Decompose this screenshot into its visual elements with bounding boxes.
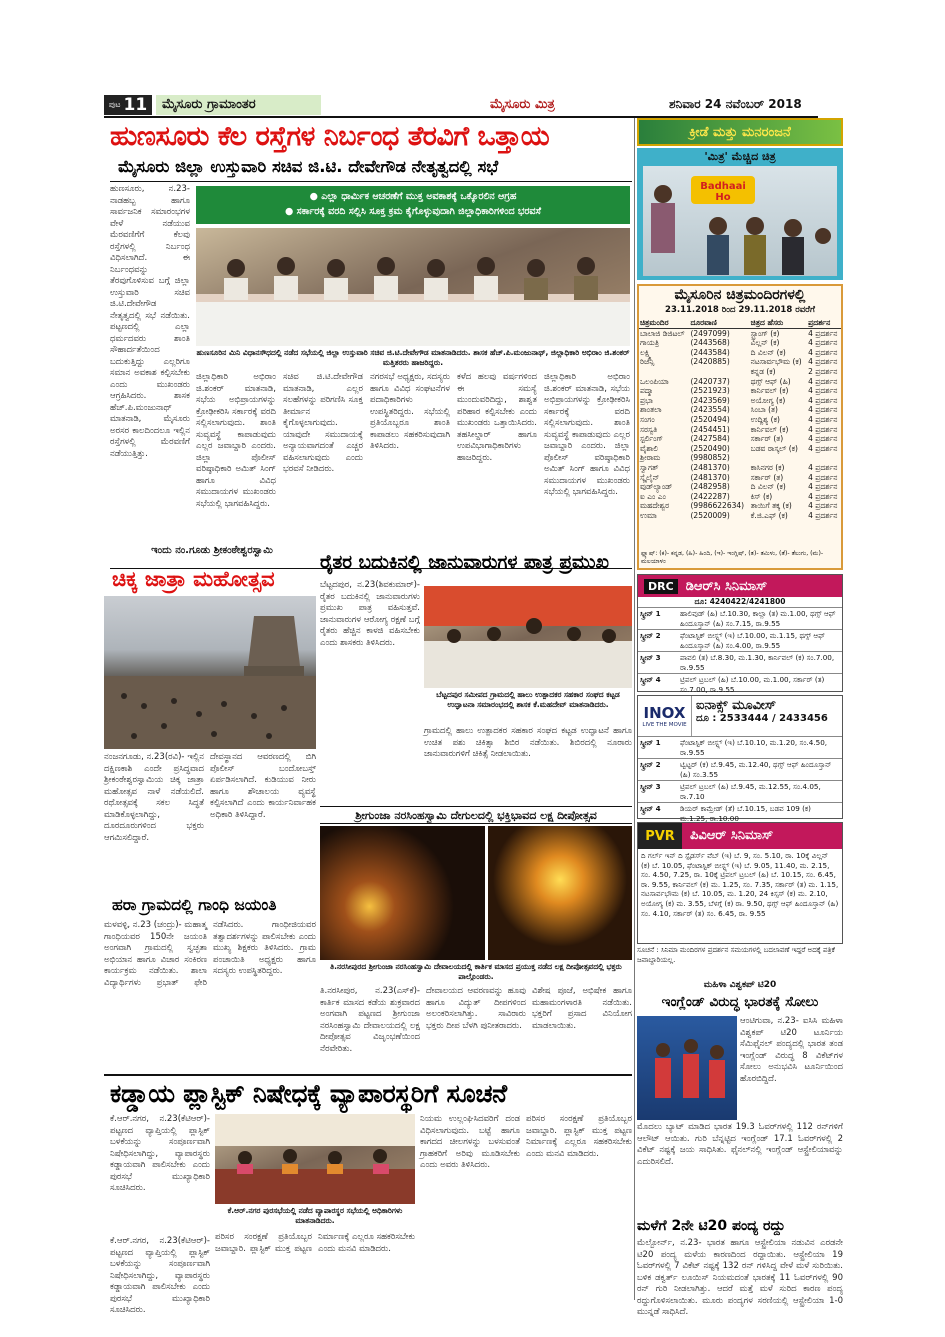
theatre-phone: (2482958) [690, 482, 730, 492]
inox-header [638, 696, 842, 736]
theatre-row [639, 434, 841, 444]
theatre-shows: 4 ಪ್ರದರ್ಶನ [808, 510, 838, 520]
lead-col-6: ಜಿಲ್ಲಾಧಿಕಾರಿ ಅಭಿರಾಂ ಜಿ.ಶಂಕರ್ ಮಾತನಾಡಿ, ಸಭೆಯ ಅಭಿಪ್ರಾಯಗಳನ್ನು ಕ್ರೋಢೀಕರಿಸಿ ಸರ್ಕಾರಕ್ಕೆ ವರದಿ ಸಲ್ಲಿಸಲಾಗುವುದು. ಶಾಂತಿ ಸುವ್ಯವಸ್ಥೆ ಕಾಪಾಡುವುದು ಎಲ್ಲರ ಜವಾಬ್ದಾರಿ ಎಂದರು. ಜಿಲ್ಲಾ ಪೊಲೀಸ್ ವರಿಷ್ಠಾಧಿಕಾರಿ ಅಮಿತ್ ಸಿಂಗ್ ಹಾಗೂ ವಿವಿಧ ಸಮುದಾಯಗಳ ಮುಖಂಡರು ಸಭೆಯಲ್ಲಿ ಭಾಗವಹಿಸಿದ್ದರು. [544, 372, 630, 497]
theatre-film: ಕಾರ್ನಿವಲ್ (ಕ) [750, 424, 789, 434]
lead-col-5: ಕಳೆದ ಹಲವು ವರ್ಷಗಳಿಂದ ಈ ಸಮಸ್ಯೆ ಮುಂದುವರಿದಿದ್ದು, ಶಾಶ್ವತ ಪರಿಹಾರ ಕಲ್ಪಿಸಬೇಕು ಎಂದು ಮುಖಂಡರು ಒತ್ತಾಯಿಸಿದರು. ತಹಸೀಲ್ದಾರ್ ಹಾಗೂ ಉಪವಿಭಾಗಾಧಿಕಾರಿಗಳು ಹಾಜರಿದ್ದರು. [457, 372, 537, 463]
lead-photo-caption: ಹುಣಸೂರಿನ ಮಿನಿ ವಿಧಾನಸೌಧದಲ್ಲಿ ನಡೆದ ಸಭೆಯಲ್ಲಿ ಜಿಲ್ಲಾ ಉಸ್ತುವಾರಿ ಸಚಿವ ಜಿ.ಟಿ.ದೇವೇಗೌಡ ಮಾತನಾಡಿದರು. ಶಾಸಕ ಹೆಚ್.ಪಿ.ಮಂಜುನಾಥ್, ಜಿಲ್ಲಾಧಿಕಾರಿ ಅಭಿರಾಂ ಜಿ.ಶಂಕರ್ ಮತ್ತಿತರರು ಹಾಜರಿದ್ದರು. [196, 348, 630, 367]
theatre-phone: (2497099) [690, 328, 730, 338]
theatre-row [639, 473, 841, 483]
theatre-phone: (2520490) [690, 443, 730, 453]
theatre-film: ಬಡವ ರಾಸ್ಕಲ್ (ಕ) [750, 443, 798, 453]
inox-name: ಐನಾಕ್ಸ್ ಮೂವೀಸ್ [696, 698, 776, 713]
screen-showtimes: ಟ್ವಿಟ್ಟರ್ (ಕ) ಬೆ.9.45, ಮ.12.40, ಥಗ್ಸ್ ಆಫ್ ಹಿಂದೂಸ್ತಾನ್ (ಹಿ) ಸಂ.3.55 [680, 760, 832, 779]
cricket-photo [637, 1016, 737, 1120]
screen-label: ಸ್ಕ್ರೀನ್ 3 [640, 782, 661, 791]
theatre-name: ಸ್ಕೈಲೈನ್ [640, 472, 660, 482]
theatres-table [639, 318, 841, 520]
theatre-phone: (9980852) [690, 453, 730, 463]
raitha-photo [424, 586, 632, 688]
drc-box [637, 574, 843, 692]
theatre-shows: 4 ಪ್ರದರ್ಶನ [808, 491, 838, 501]
theatre-shows: 4 ಪ್ರದರ್ಶನ [808, 472, 838, 482]
screen-showtimes: ಟ್ರಿಪಲ್ ಟ್ರಬಲ್ (ಹಿ) ಬೆ.10.00, ಮ.1.00, ಸರ್ಕಾರ್ (ತ) ಸಂ.7.00, ರಾ.9.55 [680, 675, 825, 694]
event-photo-illustration [424, 586, 632, 688]
screen-row [638, 607, 842, 629]
theatre-film: ಸರ್ಕಾರ್ (ತ) [750, 472, 784, 482]
rain-headline: ಮಳೆಗೆ 2ನೇ ಟಿ20 ಪಂದ್ಯ ರದ್ದು [637, 1218, 786, 1234]
screen-row [638, 673, 842, 695]
theatre-phone: (2423554) [690, 405, 730, 415]
theatre-name: ಸಂಗಂ [640, 414, 655, 424]
theatre-name: ವುಡ್‌ಲ್ಯಾಂಡ್ [640, 482, 673, 492]
inox-title-block [692, 696, 842, 736]
cricket-kicker: ಮಹಿಳಾ ವಿಶ್ವಕಪ್ ಟಿ20 [703, 980, 777, 990]
inox-logo [638, 696, 692, 736]
theatre-shows: 4 ಪ್ರದರ್ಶನ [808, 501, 838, 511]
screen-showtimes: ಹಾಲಿವುಡ್ (ಹಿ) ಬೆ.10.30, ಕಾಲ್ಲಾ (ತ) ಮ.1.00, ಥಗ್ಸ್ ಆಫ್ ಹಿಂದೂಸ್ತಾನ್ (ಹಿ) ಸಂ.7.15, ರಾ.9.55 [680, 609, 836, 628]
pvr-logo: PVR [638, 823, 682, 849]
theatre-shows: 4 ಪ್ರದರ್ಶನ [808, 347, 838, 357]
theatre-film: ಕಾಸಿನಗರ (ಕ) [750, 462, 785, 472]
jatra-photo [104, 596, 316, 749]
movie-pick-box [637, 148, 843, 280]
theatre-row [639, 492, 841, 502]
theatre-name: ಪ್ರಭಾ [640, 395, 653, 405]
theatre-shows: 4 ಪ್ರದರ್ಶನ [808, 376, 838, 386]
screen-label: ಸ್ಕ್ರೀನ್ 2 [640, 631, 661, 640]
theatres-header-row [639, 318, 841, 328]
screen-label: ಸ್ಕ್ರೀನ್ 1 [640, 738, 661, 747]
drc-name: ಡಿಆರ್‌ಸಿ ಸಿನಿಮಾಸ್ [685, 578, 768, 594]
screen-label: ಸ್ಕ್ರೀನ್ 4 [640, 675, 661, 684]
plastic-col-2: ನಿಯಮ ಉಲ್ಲಂಘಿಸಿದವರಿಗೆ ದಂಡ ವಿಧಿಸಲಾಗುವುದು. ಬಟ್ಟೆ ಹಾಗೂ ಕಾಗದದ ಚೀಲಗಳನ್ನು ಬಳಸುವಂತೆ ಗ್ರಾಹಕರಿಗೆ ಅರಿವು ಮೂಡಿಸಬೇಕು ಎಂದು ಅವರು ತಿಳಿಸಿದರು. [420, 1114, 520, 1170]
theatre-row [639, 453, 841, 463]
section-title: ಮೈಸೂರು ಗ್ರಾಮಾಂತರ [156, 95, 321, 115]
screen-showtimes: ಪಾವಲಿ (ತ) ಬೆ.8.30, ಮ.1.30, ಕಾರ್ನಿವಲ್ (ಕ) ಸಂ.7.00, ರಾ.9.55 [680, 653, 835, 672]
theatre-phone: (2520009) [690, 510, 730, 520]
theatre-phone: (2443568) [690, 338, 730, 348]
pvr-box [637, 822, 843, 944]
screen-showtimes: ಫೆಂಟಾಸ್ಟಿಕ್ ಬೀಸ್ಟ್ಸ್ (ಇ) ಬೆ.10.00, ಮ.1.15, ಥಗ್ಸ್ ಆಫ್ ಹಿಂದೂಸ್ತಾನ್ (ಹಿ) ಸಂ.4.00, ರಾ.9.55 [680, 631, 826, 650]
theatre-film: ಕಾರ್ನಿವಲ್ (ಕ) [750, 386, 789, 396]
theatre-film: ಅಯೋಗ್ಯ (ಕ) [750, 395, 786, 405]
masthead [104, 94, 818, 116]
cinema-note: ಸೂಚನೆ : ಸಿನಿಮಾ ಮಂದಿರಗಳ ಪ್ರದರ್ಶನ ಸಮಯಗಳಲ್ಲಿ ಬದಲಾವಣೆ ಇದ್ದರೆ ಅದಕ್ಕೆ ಪತ್ರಿಕೆ ಜವಾಬ್ದಾರಿಯಲ್ಲ. [637, 946, 835, 964]
raitha-photo-caption: ಬೆಟ್ಟದಪುರ ಸಮೀಪದ ಗ್ರಾಮದಲ್ಲಿ ಹಾಲು ಉತ್ಪಾದಕರ ಸಹಕಾರ ಸಂಘದ ಕಟ್ಟಡ ಉದ್ಘಾಟನಾ ಸಮಾರಂಭದಲ್ಲಿ ಶಾಸಕ ಕೆ.ಮಹದೇವ್ ಮಾತನಾಡಿದರು. [436, 690, 620, 709]
screen-showtimes: ಟ್ರಿಪಲ್ ಟ್ರಬಲ್ (ಹಿ) ಬೆ.9.45, ಮ.12.55, ಸಂ.4.05, ರಾ.7.10 [680, 782, 821, 801]
theatre-row [639, 377, 841, 387]
screen-label: ಸ್ಕ್ರೀನ್ 1 [640, 609, 661, 618]
theatre-shows: 4 ಪ್ರದರ್ಶನ [808, 395, 838, 405]
theatre-row [639, 386, 841, 396]
theatre-phone [690, 367, 750, 377]
theatres-box [637, 284, 843, 570]
theatre-film: ಸಿಂಬಾ (ತ) [750, 405, 778, 415]
theatre-name: ಒಲಂಪಿಯಾ [640, 376, 669, 386]
pvr-header [638, 823, 842, 849]
theatre-shows: 4 ಪ್ರದರ್ಶನ [808, 482, 838, 492]
plastic-col-3: ಪರಿಸರ ಸಂರಕ್ಷಣೆ ಪ್ರತಿಯೊಬ್ಬರ ಜವಾಬ್ದಾರಿ. ಪ್ಲಾಸ್ಟಿಕ್ ಮುಕ್ತ ಪಟ್ಟಣ ನಿರ್ಮಾಣಕ್ಕೆ ಎಲ್ಲರೂ ಸಹಕರಿಸಬೇಕು ಎಂದು ಮನವಿ ಮಾಡಿದರು. [526, 1114, 632, 1159]
theatre-film [750, 453, 807, 463]
theatre-row [639, 482, 841, 492]
theatre-row [639, 396, 841, 406]
jatra-col-1: ನಂಜನಗೂಡು, ನ.23(ರವಿ)- ಇಲ್ಲಿನ ದಕ್ಷಿಣಕಾಶಿ ಎಂದೇ ಪ್ರಸಿದ್ಧವಾದ ಶ್ರೀಕಂಠೇಶ್ವರಸ್ವಾಮಿಯ ಚಿಕ್ಕ ಜಾತ್ರಾ ಮಹೋತ್ಸವ ನಾಳೆ ನಡೆಯಲಿದೆ. ರಥೋತ್ಸವಕ್ಕೆ ಸಕಲ ಸಿದ್ಧತೆ ಮಾಡಿಕೊಳ್ಳಲಾಗಿದ್ದು, ದೂರದೂರುಗಳಿಂದ ಭಕ್ತರು ಆಗಮಿಸಲಿದ್ದಾರೆ. [104, 752, 204, 843]
lead-subhead: ಮೈಸೂರು ಜಿಲ್ಲಾ ಉಸ್ತುವಾರಿ ಸಚಿವ ಜಿ.ಟಿ. ದೇವೇಗೌಡ ನೇತೃತ್ವದಲ್ಲಿ ಸಭೆ [118, 157, 499, 176]
plastic-photo-caption: ಕೆ.ಆರ್.ನಗರ ಪುರಸಭೆಯಲ್ಲಿ ನಡೆದ ವ್ಯಾಪಾರಸ್ಥರ ಸಭೆಯಲ್ಲಿ ಅಧಿಕಾರಿಗಳು ಮಾತನಾಡಿದರು. [227, 1206, 403, 1225]
theatre-shows: 4 ಪ್ರದರ್ಶನ [808, 357, 838, 367]
theatre-film: ಕನ್ನಡ (ಕ) [750, 366, 776, 376]
deepotsava-col-3: ವಿಶೇಷ ಪೂಜೆ, ಅಭಿಷೇಕ ಹಾಗೂ ಮಹಾಮಂಗಳಾರತಿ ನಡೆಯಿತು. ಭಕ್ತರಿಗೆ ಪ್ರಸಾದ ವಿನಿಯೋಗ ಮಾಡಲಾಯಿತು. [532, 986, 632, 1031]
theatre-phone: (2481370) [690, 462, 730, 472]
theatre-phone: (2423569) [690, 395, 730, 405]
gandhi-body: ಮಳವಳ್ಳಿ, ನ.23 (ಚಂದ್ರು)- ಮಹಾತ್ಮ ಗಾಂಧಿಯವರ 150ನೇ ಜಯಂತಿ ಅಂಗವಾಗಿ ಗ್ರಾಮದಲ್ಲಿ ಸ್ವಚ್ಛತಾ ಅಭಿಯಾನ ಹಾಗೂ ವಿಚಾರ ಸಂಕಿರಣ ಕಾರ್ಯಕ್ರಮ ನಡೆಯಿತು. ಶಾಲಾ ವಿದ್ಯಾರ್ಥಿಗಳು ಪ್ರಭಾತ್ ಫೇರಿ ನಡೆಸಿದರು. ಗಾಂಧೀಜಿಯವರ ತತ್ವಾದರ್ಶಗಳನ್ನು ಪಾಲಿಸಬೇಕು ಎಂದು ಮುಖ್ಯ ಶಿಕ್ಷಕರು ತಿಳಿಸಿದರು. ಗ್ರಾಮ ಪಂಚಾಯಿತಿ ಅಧ್ಯಕ್ಷರು ಹಾಗೂ ಸದಸ್ಯರು ಉಪಸ್ಥಿತರಿದ್ದರು. [104, 920, 316, 988]
theatres-note: ಫ್ಲ್ಯಾಷ್: (ಕ)- ಕನ್ನಡ, (ಹಿ)- ಹಿಂದಿ, (ಇ)- ಇಂಗ್ಲಿಷ್, (ತ)- ತಮಿಳು, (ತೆ)- ತೆಲುಗು, (ಮ)- ಮಲಯಾಳಂ [641, 550, 824, 565]
theatre-film: ಸರ್ಕಾರ್ (ತ) [750, 434, 784, 444]
temple-photo-illustration [104, 596, 316, 749]
paper-name: ಮೈಸೂರು ಮಿತ್ರ [490, 97, 555, 112]
inox-phone: ದೂ : 2533444 / 2433456 [696, 713, 828, 724]
lead-bullet-1: ● ಎಲ್ಲಾ ಧಾರ್ಮಿಕ ಆಚರಣೆಗೆ ಮುಕ್ತ ಅವಕಾಶಕ್ಕೆ ಒಕ್ಕೊರಲಿನ ಆಗ್ರಹ [309, 191, 517, 202]
plastic-photo-illustration [215, 1114, 415, 1204]
inox-logo-main: INOX [643, 704, 686, 722]
theatre-name: ವೈಶಾಲಿ [640, 443, 658, 453]
pvr-showtimes: ದಿ ಗರ್ಲ್ ಇನ್ ದಿ ಸ್ಪೈಡರ್ಸ್ ವೆಬ್ (ಇ) ಬೆ. 9, ಸಂ. 5.10, ರಾ. 10ಕ್ಕೆ ವಿಲ್ಲನ್ (ಕ) ಬೆ. 10.05, ಫೆಂಟಾಸ್ಟಿಕ್ ಬೀಸ್ಟ್ಸ್ (ಇ) ಬೆ. 9.05, 11.40, ಮ. 2.15, ಸಂ. 4.50, 7.25, ರಾ. 10ಕ್ಕೆ ಟ್ರಿಪಲ್ ಟ್ರಬಲ್ (ಹಿ) ಬೆ. 10.15, ಸಂ. 6.45, ರಾ. 9.55, ಕಾರ್ನಿವಲ್ (ಕ) ಮ. 1.25, ಸಂ. 7.35, ಸರ್ಕಾರ್ (ತ) ಮ. 1.15, ನಟಸಾರ್ವಭೌಮ (ಕ) ಬೆ. 10.05, ಮ. 1.20, 24 ಕಿಸ್ಸಸ್ (ಕ) ಮ. 2.10, ಅಯೋಗ್ಯ (ಕ) ಮ. 3.55, ಬೆಳಗ್ಗೆ (ಕ) ರಾ. 9.50, ಥಗ್ಸ್ ಆಫ್ ಹಿಂದೂಸ್ತಾನ್ (ಹಿ) ಸಂ. 4.10, ಸರ್ಕಾರ್ (ತ) ಸಂ. 6.45, ರಾ. 9.55 [641, 851, 839, 918]
plastic-col-1: ಕೆ.ಆರ್.ನಗರ, ನ.23(ಕೆಟಿಆರ್)- ಪಟ್ಟಣದ ವ್ಯಾಪ್ತಿಯಲ್ಲಿ ಪ್ಲಾಸ್ಟಿಕ್ ಬಳಕೆಯನ್ನು ಸಂಪೂರ್ಣವಾಗಿ ನಿಷೇಧಿಸಲಾಗಿದ್ದು, ವ್ಯಾಪಾರಸ್ಥರು ಕಡ್ಡಾಯವಾಗಿ ಪಾಲಿಸಬೇಕು ಎಂದು ಪುರಸಭೆ ಮುಖ್ಯಾಧಿಕಾರಿ ಸೂಚಿಸಿದರು. [110, 1114, 210, 1193]
deepotsava-caption: ತಿ.ನರಸೀಪುರದ ಶ್ರೀಗುಂಜಾ ನರಸಿಂಹಸ್ವಾಮಿ ದೇವಾಲಯದಲ್ಲಿ ಕಾರ್ತಿಕ ಮಾಸದ ಪ್ರಯುಕ್ತ ನಡೆದ ಲಕ್ಷ ದೀಪೋತ್ಸವದಲ್ಲಿ ಭಕ್ತರು ಪಾಲ್ಗೊಂಡರು. [330, 962, 622, 981]
theatre-shows [807, 453, 841, 463]
theatre-shows: 4 ಪ್ರದರ್ಶನ [808, 414, 838, 424]
theatre-film: ದಿ ವಿಲನ್ (ಕ) [750, 482, 786, 492]
theatre-phone: (2420737) [690, 376, 730, 386]
raitha-col-2: ಗ್ರಾಮದಲ್ಲಿ ಹಾಲು ಉತ್ಪಾದಕರ ಸಹಕಾರ ಸಂಘದ ಕಟ್ಟಡ ಉದ್ಘಾಟನೆ ಹಾಗೂ ಉಚಿತ ಪಶು ಚಿಕಿತ್ಸಾ ಶಿಬಿರ ನಡೆಯಿತು. ಶಿಬಿರದಲ್ಲಿ ನೂರಾರು ಜಾನುವಾರುಗಳಿಗೆ ಚಿಕಿತ್ಸೆ ನೀಡಲಾಯಿತು. [424, 726, 632, 759]
theatre-name: ಸ್ವಾಗತ್ [640, 462, 659, 472]
theatre-film: ವಿಲ್ಲನ್ (ಕ) [750, 338, 780, 348]
rain-body: ಮೆಲ್ಬೋರ್ನ್, ನ.23- ಭಾರತ ಹಾಗೂ ಆಸ್ಟ್ರೇಲಿಯಾ ನಡುವಿನ ಎರಡನೇ ಟಿ20 ಪಂದ್ಯ ಮಳೆಯ ಕಾರಣದಿಂದ ರದ್ದಾಯಿತು. ಆಸ್ಟ್ರೇಲಿಯಾ 19 ಓವರ್‌ಗಳಲ್ಲಿ 7 ವಿಕೆಟ್ ನಷ್ಟಕ್ಕೆ 132 ರನ್ ಗಳಿಸಿದ್ದ ವೇಳೆ ಮಳೆ ಸುರಿಯಿತು. ಬಳಿಕ ಡಕ್ವರ್ತ್ ಲೂಯಿಸ್ ನಿಯಮದಂತೆ ಭಾರತಕ್ಕೆ 11 ಓವರ್‌ಗಳಲ್ಲಿ 90 ರನ್ ಗುರಿ ನೀಡಲಾಗಿತ್ತು. ಆದರೆ ಮತ್ತೆ ಮಳೆ ಸುರಿದ ಕಾರಣ ಪಂದ್ಯ ರದ್ದುಗೊಳಿಸಲಾಯಿತು. ಮೂರು ಪಂದ್ಯಗಳ ಸರಣಿಯಲ್ಲಿ ಆಸ್ಟ್ರೇಲಿಯಾ 1-0 ಮುನ್ನಡೆ ಸಾಧಿಸಿದೆ. [637, 1238, 843, 1317]
cricket-headline: ಇಂಗ್ಲೆಂಡ್ ವಿರುದ್ಧ ಭಾರತಕ್ಕೆ ಸೋಲು [661, 994, 819, 1010]
lead-bullet-2: ● ಸರ್ಕಾರಕ್ಕೆ ವರದಿ ಸಲ್ಲಿಸಿ ಸೂಕ್ತ ಕ್ರಮ ಕೈಗೊಳ್ಳುವುದಾಗಿ ಜಿಲ್ಲಾಧಿಕಾರಿಗಳಿಂದ ಭರವಸೆ [285, 206, 541, 217]
theatre-row [639, 463, 841, 473]
theatre-name: ರಿಜೆನ್ಸಿ [640, 357, 655, 367]
theatre-name: ಪದ್ಮಾ [640, 386, 654, 396]
poster-title: Badhaai Ho [700, 181, 746, 203]
lead-headline: ಹುಣಸೂರು ಕೆಲ ರಸ್ತೆಗಳ ನಿರ್ಬಂಧ ತೆರವಿಗೆ ಒತ್ತಾಯ [110, 121, 550, 152]
theatre-row [639, 357, 841, 367]
theatre-film: ಉದ್ದಿಶ್ಯ (ಕ) [750, 414, 780, 424]
right-column-divider [634, 118, 635, 1300]
page-number: 11 [123, 95, 148, 115]
plastic-top-rule [104, 1074, 632, 1076]
theatre-phone: (2422287) [690, 491, 730, 501]
lead-col-3: ಸಚಿವ ಜಿ.ಟಿ.ದೇವೇಗೌಡ ಮಾತನಾಡಿ, ಎಲ್ಲರ ಸಲಹೆಗಳನ್ನು ಪರಿಗಣಿಸಿ ಸೂಕ್ತ ತೀರ್ಮಾನ ಕೈಗೊಳ್ಳಲಾಗುವುದು. ಯಾವುದೇ ಸಮುದಾಯಕ್ಕೆ ಅನ್ಯಾಯವಾಗದಂತೆ ಎಚ್ಚರ ವಹಿಸಲಾಗುವುದು ಎಂದು ಭರವಸೆ ನೀಡಿದರು. [283, 372, 363, 474]
theatres-dates: 23.11.2018 ರಿಂದ 29.11.2018 ರವರೆಗೆ [665, 305, 815, 315]
lead-photo [196, 228, 630, 346]
entertainment-band [637, 118, 843, 146]
theatre-film: ಥಗ್ಸ್ ಆಫ್ (ಹಿ) [750, 376, 791, 386]
theatre-film: ಸ್ಟ್ರಾಂಗ್ (ಕ) [750, 328, 780, 338]
theatre-name: ಉಮಾ [640, 510, 657, 520]
cricket-col-1: ಆಂಟಿಗುವಾ, ನ.23- ಐಸಿಸಿ ಮಹಿಳಾ ವಿಶ್ವಕಪ್ ಟಿ20 ಟೂರ್ನಿಯ ಸೆಮಿಫೈನಲ್ ಪಂದ್ಯದಲ್ಲಿ ಭಾರತ ತಂಡ ಇಂಗ್ಲೆಂಡ್ ವಿರುದ್ಧ 8 ವಿಕೆಟ್‌ಗಳ ಸೋಲು ಅನುಭವಿಸಿ ಟೂರ್ನಿಯಿಂದ ಹೊರಬಿದ್ದಿದೆ. [740, 1016, 843, 1084]
entertainment-title: ಕ್ರೀಡೆ ಮತ್ತು ಮನರಂಜನೆ [689, 124, 791, 140]
page-label: ಪುಟ [108, 100, 121, 109]
theatre-name: ಸ್ಟರ್ಲಿಂಗ್ [640, 434, 663, 444]
theatre-film: ತಾಯಿಗೆ ತಕ್ಕ (ಕ) [750, 501, 792, 511]
theatre-shows: 2 ಪ್ರದರ್ಶನ [808, 366, 838, 376]
theatre-phone: (2481370) [690, 472, 730, 482]
plastic-photo [215, 1114, 415, 1204]
screen-row [638, 629, 842, 651]
theatre-phone: (2520494) [690, 414, 730, 424]
screen-row [638, 651, 842, 673]
screen-label: ಸ್ಕ್ರೀನ್ 4 [640, 804, 661, 813]
theatre-name: ಗಾಯತ್ರಿ [640, 338, 660, 348]
theatre-film: ಕಿಸ್ (ಕ) [750, 491, 773, 501]
screen-label: ಸ್ಕ್ರೀನ್ 2 [640, 760, 661, 769]
theatre-phone: (2521923) [690, 386, 730, 396]
theatre-phone: (2454451) [690, 424, 730, 434]
theatre-film: ನಟಸಾರ್ವಭೌಮ (ಕ) [750, 357, 802, 367]
lead-col-2: ಜಿಲ್ಲಾಧಿಕಾರಿ ಅಭಿರಾಂ ಜಿ.ಶಂಕರ್ ಮಾತನಾಡಿ, ಸಭೆಯ ಅಭಿಪ್ರಾಯಗಳನ್ನು ಕ್ರೋಢೀಕರಿಸಿ ಸರ್ಕಾರಕ್ಕೆ ವರದಿ ಸಲ್ಲಿಸಲಾಗುವುದು. ಶಾಂತಿ ಸುವ್ಯವಸ್ಥೆ ಕಾಪಾಡುವುದು ಎಲ್ಲರ ಜವಾಬ್ದಾರಿ ಎಂದರು. ಜಿಲ್ಲಾ ಪೊಲೀಸ್ ವರಿಷ್ಠಾಧಿಕಾರಿ ಅಮಿತ್ ಸಿಂಗ್ ಹಾಗೂ ವಿವಿಧ ಸಮುದಾಯಗಳ ಮುಖಂಡರು ಸಭೆಯಲ್ಲಿ ಭಾಗವಹಿಸಿದ್ದರು. [196, 372, 276, 509]
inox-box [637, 695, 843, 823]
raitha-col-1: ಬೆಟ್ಟದಪುರ, ನ.23(ಶಿವಕುಮಾರ್)- ರೈತರ ಬದುಕಿನಲ್ಲಿ ಜಾನುವಾರುಗಳು ಪ್ರಮುಖ ಪಾತ್ರ ವಹಿಸುತ್ತವೆ. ಜಾನುವಾರುಗಳ ಆರೋಗ್ಯ ರಕ್ಷಣೆ ಬಗ್ಗೆ ರೈತರು ಹೆಚ್ಚಿನ ಕಾಳಜಿ ವಹಿಸಬೇಕು ಎಂದು ಶಾಸಕರು ತಿಳಿಸಿದರು. [320, 580, 420, 648]
deepotsava-headline: ಶ್ರೀಗುಂಜಾ ನರಸಿಂಹಸ್ವಾಮಿ ದೇಗುಲದಲ್ಲಿ ಭಕ್ತಿಭಾವದ ಲಕ್ಷ ದೀಪೋತ್ಸವ [355, 809, 597, 822]
screen-row [638, 758, 842, 780]
inox-logo-tagline: LIVE THE MOVIE [642, 722, 687, 728]
deepotsava-band [320, 806, 632, 824]
pvr-name: ಪಿವಿಆರ್ ಸಿನಿಮಾಸ್ [682, 823, 842, 849]
screen-label: ಸ್ಕ್ರೀನ್ 3 [640, 653, 661, 662]
lead-col-4: ನಗರಸಭೆ ಅಧ್ಯಕ್ಷರು, ಸದಸ್ಯರು ಹಾಗೂ ವಿವಿಧ ಸಂಘಟನೆಗಳ ಪದಾಧಿಕಾರಿಗಳು ಉಪಸ್ಥಿತರಿದ್ದರು. ಸಭೆಯಲ್ಲಿ ಪ್ರತಿಯೊಬ್ಬರೂ ಶಾಂತಿ ಕಾಪಾಡಲು ಸಹಕರಿಸುವುದಾಗಿ ತಿಳಿಸಿದರು. [370, 372, 450, 451]
theatre-name [639, 367, 690, 377]
jatra-kicker: ಇಂದು ನಂ.ಗೂಡು ಶ್ರೀಕಂಠೇಶ್ವರಸ್ವಾಮಿ [151, 545, 273, 556]
theatre-row [639, 425, 841, 435]
theatre-row [639, 501, 841, 511]
deepotsava-photo-2 [488, 826, 632, 960]
theatre-film: ಕೆ.ಜಿ.ಎಫ್ (ಕ) [750, 510, 788, 520]
theatre-phone: (2443584) [690, 347, 730, 357]
lead-rule [110, 181, 632, 182]
theatre-shows: 4 ಪ್ರದರ್ಶನ [808, 405, 838, 415]
drc-logo: DRC [644, 579, 678, 594]
theatres-col-header: ದೂರವಾಣಿ [690, 318, 717, 327]
screen-showtimes: ಫೆಂಟಾಸ್ಟಿಕ್ ಬೀಸ್ಟ್ಸ್ (ಇ) ಬೆ.10.10, ಮ.1.20, ಸಂ.4.50, ರಾ.9.55 [680, 738, 828, 757]
screen-row [638, 802, 842, 824]
theatre-shows: 4 ಪ್ರದರ್ಶನ [808, 424, 838, 434]
cricket-photo-illustration [637, 1016, 737, 1120]
plastic-col-5: ಪರಿಸರ ಸಂರಕ್ಷಣೆ ಪ್ರತಿಯೊಬ್ಬರ ಜವಾಬ್ದಾರಿ. ಪ್ಲಾಸ್ಟಿಕ್ ಮುಕ್ತ ಪಟ್ಟಣ ನಿರ್ಮಾಣಕ್ಕೆ ಎಲ್ಲರೂ ಸಹಕರಿಸಬೇಕು ಎಂದು ಮನವಿ ಮಾಡಿದರು. [215, 1232, 415, 1254]
screen-row [638, 780, 842, 802]
theatres-title: ಮೈಸೂರಿನ ಚಿತ್ರಮಂದಿರಗಳಲ್ಲಿ [674, 287, 806, 303]
gandhi-headline: ಹರಾ ಗ್ರಾಮದಲ್ಲಿ ಗಾಂಧಿ ಜಯಂತಿ [112, 896, 277, 914]
theatre-row [639, 415, 841, 425]
lead-col-1: ಹುಣಸೂರು, ನ.23-ನಾಡಹಬ್ಬ ಹಾಗೂ ಸಾರ್ವಜನಿಕ ಸಮಾರಂಭಗಳ ವೇಳೆ ನಡೆಯುವ ಮೆರವಣಿಗೆಗೆ ಕೆಲವು ರಸ್ತೆಗಳಲ್ಲಿ ನಿರ್ಬಂಧ ವಿಧಿಸಲಾಗಿದೆ. ಈ ನಿರ್ಬಂಧವನ್ನು ತೆರವುಗೊಳಿಸುವ ಬಗ್ಗೆ ಜಿಲ್ಲಾ ಉಸ್ತುವಾರಿ ಸಚಿವ ಜಿ.ಟಿ.ದೇವೇಗೌಡ ನೇತೃತ್ವದಲ್ಲಿ ಸಭೆ ನಡೆಯಿತು. ಪಟ್ಟಣದಲ್ಲಿ ಎಲ್ಲಾ ಧರ್ಮದವರು ಶಾಂತಿ ಸೌಹಾರ್ದತೆಯಿಂದ ಬದುಕುತ್ತಿದ್ದು ಎಲ್ಲರಿಗೂ ಸಮಾನ ಅವಕಾಶ ಕಲ್ಪಿಸಬೇಕು ಎಂದು ಮುಖಂಡರು ಆಗ್ರಹಿಸಿದರು. ಶಾಸಕ ಹೆಚ್.ಪಿ.ಮಂಜುನಾಥ್ ಮಾತನಾಡಿ, ಮೈಸೂರು ಅರಸರ ಕಾಲದಿಂದಲೂ ಇಲ್ಲಿನ ರಸ್ತೆಗಳಲ್ಲಿ ಮೆರವಣಿಗೆ ನಡೆಯುತ್ತಿತ್ತು. [110, 184, 190, 459]
plastic-headline: ಕಡ್ಡಾಯ ಪ್ಲಾಸ್ಟಿಕ್ ನಿಷೇಧಕ್ಕೆ ವ್ಯಾಪಾರಸ್ಥರಿಗೆ ಸೂಚನೆ [110, 1079, 507, 1108]
drc-header [638, 575, 842, 597]
drc-phone: ದೂ: 4240422/4241800 [694, 597, 786, 606]
plastic-col-4: ಕೆ.ಆರ್.ನಗರ, ನ.23(ಕೆಟಿಆರ್)- ಪಟ್ಟಣದ ವ್ಯಾಪ್ತಿಯಲ್ಲಿ ಪ್ಲಾಸ್ಟಿಕ್ ಬಳಕೆಯನ್ನು ಸಂಪೂರ್ಣವಾಗಿ ನಿಷೇಧಿಸಲಾಗಿದ್ದು, ವ್ಯಾಪಾರಸ್ಥರು ಕಡ್ಡಾಯವಾಗಿ ಪಾಲಿಸಬೇಕು ಎಂದು ಪುರಸಭೆ ಮುಖ್ಯಾಧಿಕಾರಿ ಸೂಚಿಸಿದರು. [110, 1236, 210, 1315]
theatre-phone: (2427584) [690, 434, 730, 444]
theatre-shows: 4 ಪ್ರದರ್ಶನ [808, 386, 838, 396]
theatre-shows: 4 ಪ್ರದರ್ಶನ [808, 434, 838, 444]
screen-row [638, 736, 842, 758]
theatre-name: ಐ ಎಂ ಎಂ [640, 491, 666, 501]
theatre-row [639, 367, 841, 377]
theatre-name: ಸರಸ್ವತಿ [640, 424, 658, 434]
theatre-row [639, 444, 841, 454]
raitha-headline: ರೈತರ ಬದುಕಿನಲ್ಲಿ ಜಾನುವಾರುಗಳ ಪಾತ್ರ ಪ್ರಮುಖ [320, 552, 609, 573]
theatre-shows: 4 ಪ್ರದರ್ಶನ [808, 328, 838, 338]
theatre-film: ದಿ ವಿಲನ್ (ಕ) [750, 347, 786, 357]
theatre-phone: (9986622634) [690, 501, 745, 511]
theatres-col-header: ಚಿತ್ರಮಂದಿರ [640, 318, 669, 327]
theatres-col-header: ಪ್ರದರ್ಶನ [808, 318, 831, 327]
issue-date: ಶನಿವಾರ 24 ನವೆಂಬರ್ 2018 [669, 97, 802, 111]
meeting-photo-illustration [196, 228, 630, 346]
jatra-headline: ಚಿಕ್ಕ ಜಾತ್ರಾ ಮಹೋತ್ಸವ [112, 567, 275, 591]
theatre-name: ಶ್ರೀರಾಮ [640, 453, 661, 463]
screen-showtimes: ಡಿಯರ್ ಕಾಮ್ರೇಡ್ (ತೆ) ಬೆ.10.15, ಬಡವ 109 (ಕ) ಮ.1.25, ರಾ.10.00 [680, 804, 811, 823]
theatre-name: ಲಕ್ಷ್ಮಿ [640, 347, 652, 357]
page-number-box [104, 95, 152, 115]
theatre-row [639, 511, 841, 521]
movie-pick-title: 'ಮಿತ್ರ' ಮೆಚ್ಚಿದ ಚಿತ್ರ [704, 150, 776, 163]
theatre-row [639, 405, 841, 415]
theatre-name: ಮಹದೇಶ್ವರ [640, 501, 670, 511]
theatre-shows: 4 ಪ್ರದರ್ಶನ [808, 338, 838, 348]
jatra-col-2: ದೇವಸ್ಥಾನದ ಆವರಣದಲ್ಲಿ ಬಿಗಿ ಪೊಲೀಸ್ ಬಂದೋಬಸ್ತ್ ಏರ್ಪಡಿಸಲಾಗಿದೆ. ಕುಡಿಯುವ ನೀರು ಹಾಗೂ ಶೌಚಾಲಯ ವ್ಯವಸ್ಥೆ ಕಲ್ಪಿಸಲಾಗಿದೆ ಎಂದು ಕಾರ್ಯನಿರ್ವಾಹಕ ಅಧಿಕಾರಿ ತಿಳಿಸಿದ್ದಾರೆ. [210, 752, 316, 820]
theatre-name: ಬಾಲಾಜಿ ಡಿಜಿಟಲ್ [640, 328, 685, 338]
theatre-row [639, 338, 841, 348]
theatre-shows: 4 ಪ್ರದರ್ಶನ [808, 443, 838, 453]
deepotsava-photo-1 [320, 826, 485, 960]
theatre-row [639, 328, 841, 338]
theatres-col-header: ಚಿತ್ರದ ಹೆಸರು [750, 318, 784, 327]
lead-bullets [196, 186, 630, 224]
deepotsava-col-2: ದೇವಾಲಯದ ಆವರಣವನ್ನು ಹೂವು ಹಾಗೂ ವಿದ್ಯುತ್ ದೀಪಗಳಿಂದ ಅಲಂಕರಿಸಲಾಗಿತ್ತು. ಸಾವಿರಾರು ಭಕ್ತರು ದೀಪ ಬೆಳಗಿ ಪುನೀತರಾದರು. [426, 986, 526, 1031]
deepotsava-col-1: ತಿ.ನರಸೀಪುರ, ನ.23(ಎಸ್‌ಕೆ)- ಕಾರ್ತಿಕ ಮಾಸದ ಕಡೆಯ ಶುಕ್ರವಾರದ ಅಂಗವಾಗಿ ಪಟ್ಟಣದ ಶ್ರೀಗುಂಜಾ ನರಸಿಂಹಸ್ವಾಮಿ ದೇವಾಲಯದಲ್ಲಿ ಲಕ್ಷ ದೀಪೋತ್ಸವ ವಿಜೃಂಭಣೆಯಿಂದ ನೆರವೇರಿತು. [320, 986, 420, 1054]
theatre-row [639, 348, 841, 358]
theatre-shows: 4 ಪ್ರದರ್ಶನ [808, 462, 838, 472]
theatre-phone: (2420885) [690, 357, 730, 367]
theatre-name: ಶಾಂತಲಾ [640, 405, 662, 415]
cricket-col-2: ಮೊದಲು ಬ್ಯಾಟ್ ಮಾಡಿದ ಭಾರತ 19.3 ಓವರ್‌ಗಳಲ್ಲಿ 112 ರನ್‌ಗಳಿಗೆ ಆಲೌಟ್ ಆಯಿತು. ಗುರಿ ಬೆನ್ನಟ್ಟಿದ ಇಂಗ್ಲೆಂಡ್ 17.1 ಓವರ್‌ಗಳಲ್ಲಿ 2 ವಿಕೆಟ್ ನಷ್ಟಕ್ಕೆ ಜಯ ಸಾಧಿಸಿತು. ಫೈನಲ್‌ನಲ್ಲಿ ಇಂಗ್ಲೆಂಡ್ ಆಸ್ಟ್ರೇಲಿಯಾವನ್ನು ಎದುರಿಸಲಿದೆ. [637, 1122, 843, 1167]
movie-poster [643, 166, 837, 276]
